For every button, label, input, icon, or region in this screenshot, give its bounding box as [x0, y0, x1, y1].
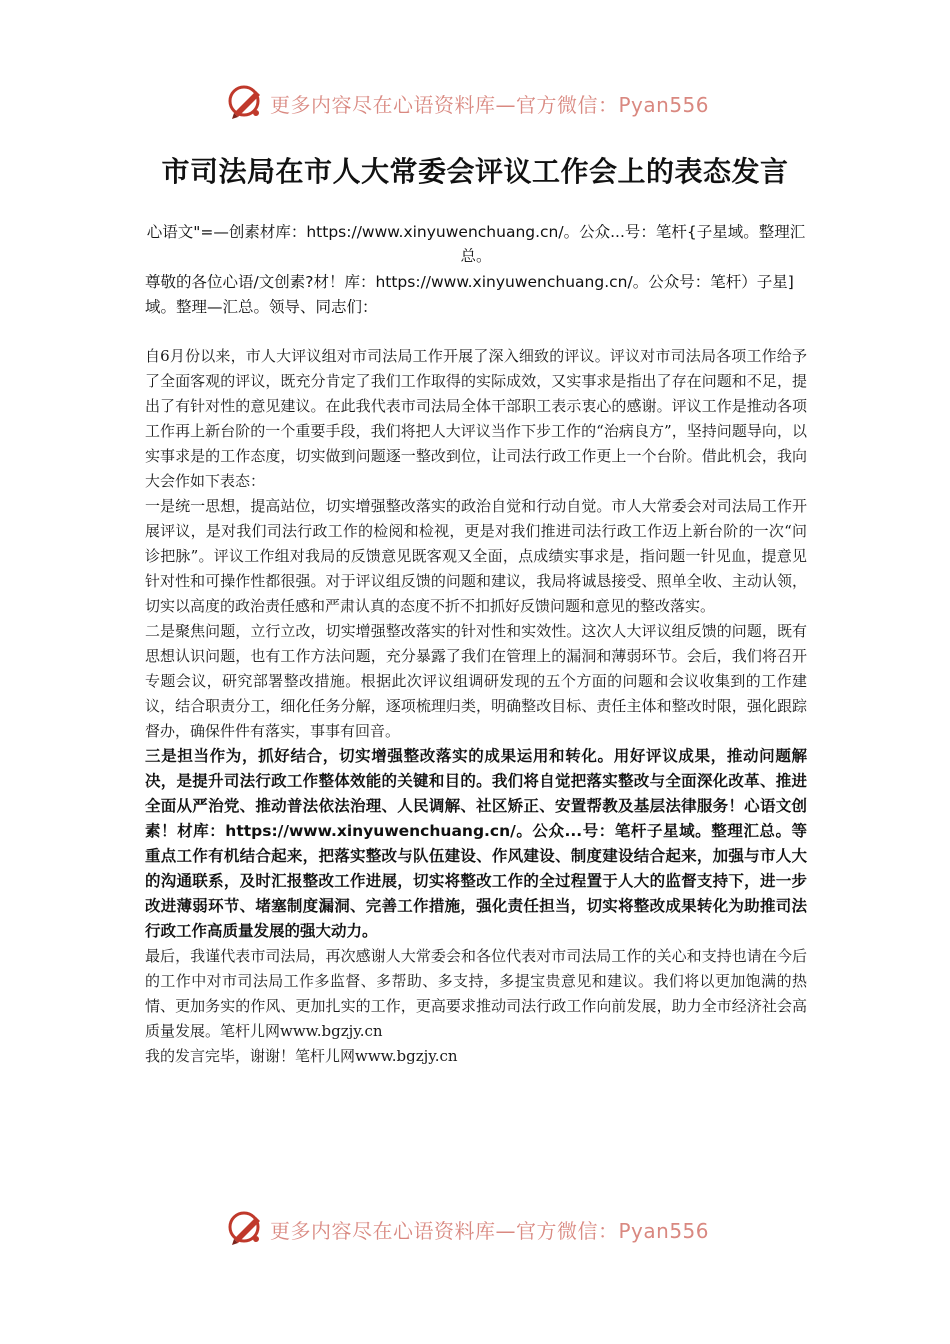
- paragraph-opening: 自6月份以来，市人大评议组对市司法局工作开展了深入细致的评议。评议对市司法局各项工作给予了全面客观的评议，既充分肯定了我们工作取得的实际成效，又实事求是指出了存在问题和不足，提出了有针对性的意见建议。在此我代表市司法局全体干部职工表示衷心的感谢。评议工作是推动各项工作再上新台阶的一个重要手段，我们将把人大评议当作下步工作的“治病良方”，坚持问题导向，以实事求是的工作态度，切实做到问题逐一整改到位，让司法行政工作更上一个台阶。借此机会，我向大会作如下表态：: [145, 347, 807, 490]
- paragraph-closing: 最后，我谨代表市司法局，再次感谢人大常委会和各位代表对市司法局工作的关心和支持也请在今后的工作中对市司法局工作多监督、多帮助、多支持，多提宝贵意见和建议。我们将以更加饱满的热情、更加务实的作风、更加扎实的工作，更高要求推动司法行政工作向前发展，助力全市经济社会高质量发展。笔杆儿网www.bgzjy.cn: [145, 947, 807, 1040]
- paragraph-point-two: 二是聚焦问题，立行立改，切实增强整改落实的针对性和实效性。这次人大评议组反馈的问题，既有思想认识问题，也有工作方法问题，充分暴露了我们在管理上的漏洞和薄弱环节。会后，我们将召开专题会议，研究部署整改措施。根据此次评议组调研发现的五个方面的问题和会议收集到的工作建议，结合职责分工，细化任务分解，逐项梳理归类，明确整改目标、责任主体和整改时限，强化跟踪督办，确保件件有落实，事事有回音。: [145, 622, 807, 740]
- paragraph-point-one: 一是统一思想，提高站位，切实增强整改落实的政治自觉和行动自觉。市人大常委会对司法局工作开展评议，是对我们司法行政工作的检阅和检视，更是对我们推进司法行政工作迈上新台阶的一次“问诊把脉”。评议工作组对我局的反馈意见既客观又全面，点成绩实事求是，指问题一针见血，提意见针对性和可操作性都很强。对于评议组反馈的问题和建议，我局将诚恳接受、照单全收、主动认领，切实以高度的政治责任感和严肃认真的态度不折不扣抓好反馈问题和意见的整改落实。: [145, 497, 807, 615]
- pen-logo-icon: [226, 1209, 266, 1249]
- page-title: 市司法局在市人大常委会评议工作会上的表态发言: [161, 155, 789, 188]
- intro-line-2: 尊敬的各位心语/文创素?材！库：https://www.xinyuwenchuang.cn/。公众号：笔杆）子星]域。整理—汇总。领导、同志们：: [145, 273, 794, 316]
- header-banner: [226, 82, 746, 124]
- paragraph-end: 我的发言完毕，谢谢！笔杆儿网www.bgzjy.cn: [145, 1047, 458, 1065]
- paragraph-point-three: 三是担当作为，抓好结合，切实增强整改落实的成果运用和转化。用好评议成果，推动问题解决，是提升司法行政工作整体效能的关键和目的。我们将自觉把落实整改与全面深化改革、推进全面从严治党、推动普法依法治理、人民调解、社区矫正、安置帮教及基层法律服务！心语文创素！材库：https://www.xinyuwenchuang.cn/。公众...号：笔杆子星域。整理汇总。等重点工作有机结合起来，把落实整改与队伍建设、作风建设、制度建设结合起来，加强与市人大的沟通联系，及时汇报整改工作进展，切实将整改工作的全过程置于人大的监督支持下，进一步改进薄弱环节、堵塞制度漏洞、完善工作措施，强化责任担当，切实将整改成果转化为助推司法行政工作高质量发展的强大动力。: [145, 747, 807, 940]
- pen-logo-icon: [226, 83, 266, 123]
- footer-banner-text: 更多内容尽在心语资料库—官方微信：Pyan556: [270, 1218, 710, 1243]
- footer-banner: [226, 1208, 746, 1250]
- document-body: [145, 344, 807, 1069]
- intro-line-1: 心语文"=—创素材库：https://www.xinyuwenchuang.cn/。公众...号：笔杆{子星域。整理汇总。: [146, 223, 806, 265]
- header-banner-text: 更多内容尽在心语资料库—官方微信：Pyan556: [270, 92, 710, 117]
